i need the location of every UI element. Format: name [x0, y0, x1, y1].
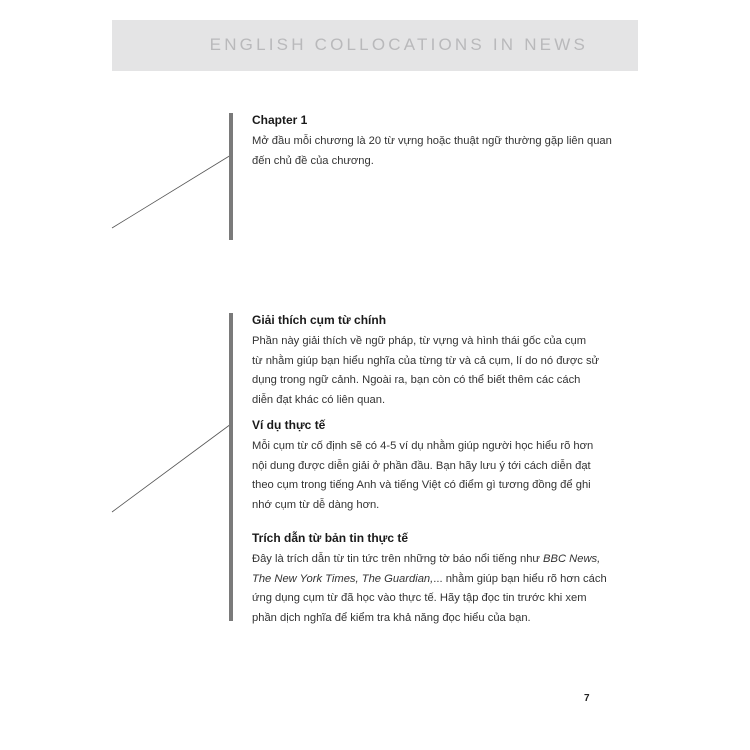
- pointer-line-1: [112, 155, 231, 228]
- section-heading: Giải thích cụm từ chính: [252, 313, 387, 327]
- text-line: dụng trong ngữ cảnh. Ngoài ra, bạn còn có thể biết thêm các cách: [252, 374, 581, 386]
- section-explanation: [252, 311, 612, 410]
- italic-source: The New York Times, The Guardian,: [252, 572, 434, 585]
- book-title: ENGLISH COLLOCATIONS IN NEWS: [209, 35, 588, 54]
- text-line: [252, 550, 612, 570]
- page-number: 7: [584, 693, 590, 704]
- italic-source: BBC News,: [543, 553, 601, 565]
- text-line: từ nhằm giúp bạn hiểu nghĩa của từng từ và cả cụm, lí do nó được sử: [252, 354, 600, 367]
- pointer-line-2: [112, 424, 231, 512]
- section-chapter: [252, 111, 612, 171]
- text-line: theo cụm trong tiếng Anh và tiếng Việt có điểm gì tương đồng để ghi: [252, 479, 591, 491]
- text-line: nhớ cụm từ dễ dàng hơn.: [252, 498, 380, 511]
- text-line: diễn đạt khác có liên quan.: [252, 393, 386, 406]
- section-examples: [252, 416, 612, 515]
- section-bar-2: [229, 313, 233, 621]
- text-line: phần dịch nghĩa để kiểm tra khả năng đọc hiểu của bạn.: [252, 611, 531, 624]
- text-line: Phần này giải thích về ngữ pháp, từ vựng và hình thái gốc của cụm: [252, 335, 587, 347]
- text-line: [252, 570, 612, 590]
- text-line: Mở đầu mỗi chương là 20 từ vựng hoặc thuật ngữ thường gặp liên quan: [252, 135, 612, 147]
- section-heading: Ví dụ thực tế: [252, 418, 326, 432]
- text-line: ứng dụng cụm từ đã học vào thực tế. Hãy tập đọc tin trước khi xem: [252, 592, 587, 604]
- text-line: nội dung được diễn giải ở phần đầu. Bạn hãy lưu ý tới cách diễn đạt: [252, 459, 591, 472]
- section-quotes: [252, 529, 612, 628]
- text-run: Đây là trích dẫn từ tin tức trên những tờ báo nổi tiếng như: [252, 553, 544, 565]
- text-run: ... nhằm giúp bạn hiểu rõ hơn cách: [433, 572, 607, 585]
- section-heading: Trích dẫn từ bản tin thực tế: [252, 531, 409, 545]
- section-heading: Chapter 1: [252, 113, 308, 127]
- text-line: Mỗi cụm từ cố định sẽ có 4-5 ví dụ nhằm giúp người học hiểu rõ hơn: [252, 440, 594, 452]
- text-line: đến chủ đề của chương.: [252, 154, 374, 167]
- section-bar-1: [229, 113, 233, 240]
